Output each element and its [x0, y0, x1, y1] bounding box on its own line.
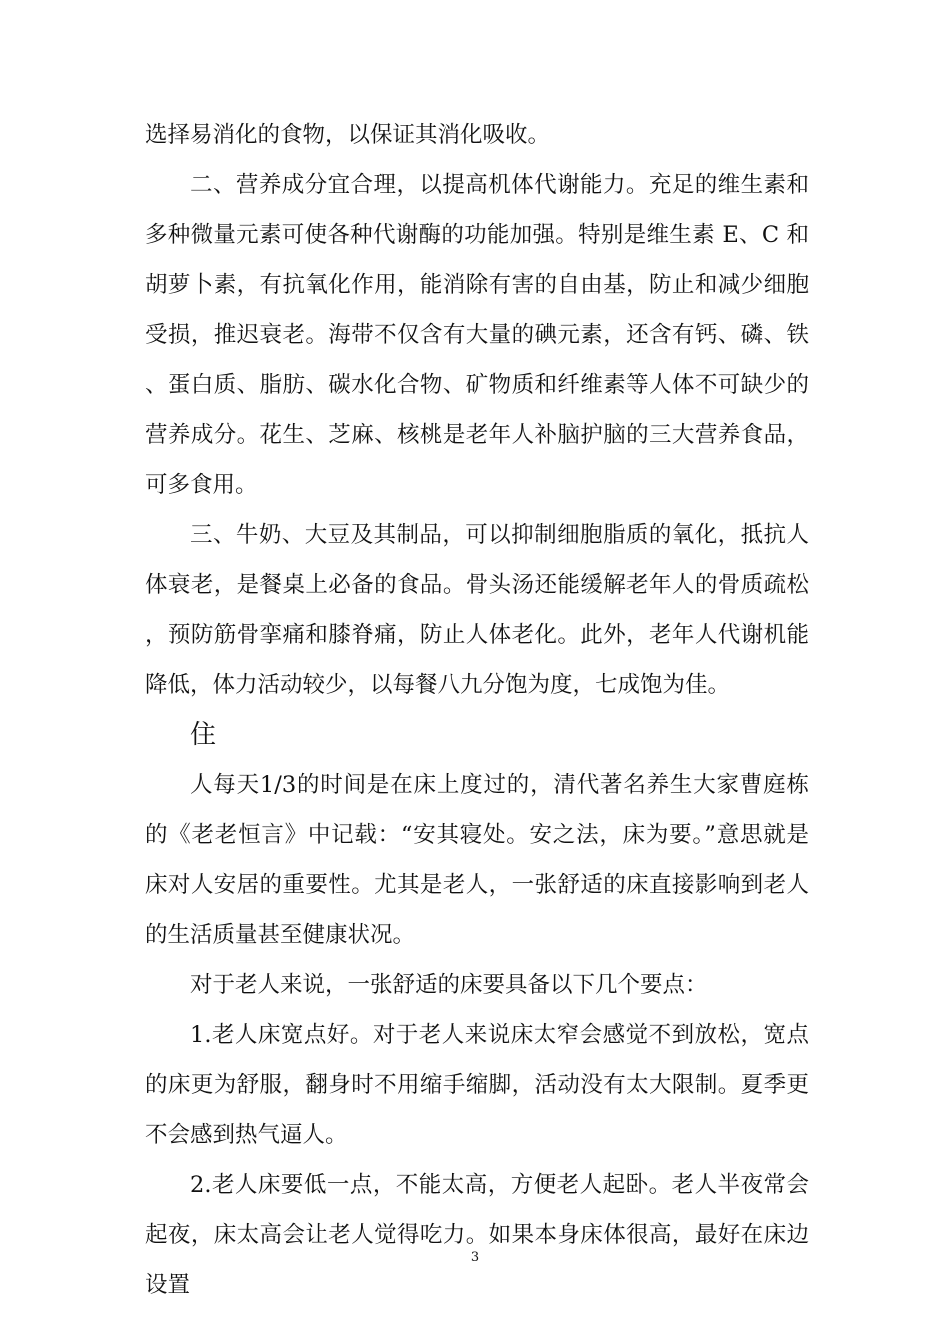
paragraph-nutrition: 二、营养成分宜合理，以提高机体代谢能力。充足的维生素和多种微量元素可使各种代谢酶的功能加强。特别是维生素 E、C 和胡萝卜素，有抗氧化作用，能消除有害的自由基，防止和减少细胞受损，推迟衰老。海带不仅含有大量的碘元素，还含有钙、磷、铁、蛋白质、脂肪、碳水化合物、矿物质和纤维素等人体不可缺少的营养成分。花生、芝麻、核桃是老年人补脑护脑的三大营养食品，可多食用。	[145, 172, 809, 498]
paragraph-bed-importance: 人每天1/3的时间是在床上度过的，清代著名养生大家曹庭栋的《老老恒言》中记载：“安其寝处。安之法，床为要。”意思就是床对人安居的重要性。尤其是老人，一张舒适的床直接影响到老人的生活质量甚至健康状况。	[145, 772, 809, 948]
paragraph-bed-height: 2.老人床要低一点，不能太高，方便老人起卧。老人半夜常会起夜，床太高会让老人觉得吃力。如果本身床体很高，最好在床边设置	[145, 1172, 809, 1298]
paragraph-continuation: 选择易消化的食物，以保证其消化吸收。	[145, 122, 551, 148]
body-text	[145, 110, 809, 1310]
paragraph-bed-width: 1.老人床宽点好。对于老人来说床太窄会感觉不到放松，宽点的床更为舒服，翻身时不用缩手缩脚，活动没有太大限制。夏季更不会感到热气逼人。	[145, 1022, 809, 1148]
section-heading-housing: 住	[190, 720, 217, 750]
paragraph-dairy-soy: 三、牛奶、大豆及其制品，可以抑制细胞脂质的氧化，抵抗人体衰老，是餐桌上必备的食品。骨头汤还能缓解老年人的骨质疏松，预防筋骨挛痛和膝脊痛，防止人体老化。此外，老年人代谢机能降低，体力活动较少，以每餐八九分饱为度，七成饱为佳。	[145, 522, 809, 698]
page-number: 3	[470, 1250, 480, 1265]
paragraph-bed-points-intro: 对于老人来说，一张舒适的床要具备以下几个要点：	[190, 972, 708, 998]
